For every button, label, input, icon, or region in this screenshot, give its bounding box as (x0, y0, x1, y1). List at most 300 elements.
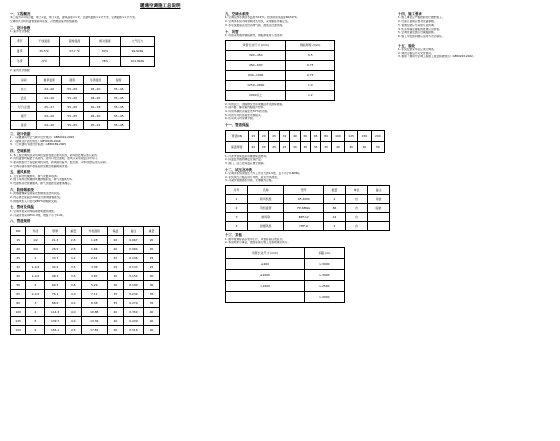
table-row (11, 289, 160, 298)
table-cell: 42.4 (45, 262, 65, 271)
table-cell: 0.067 (123, 235, 143, 244)
table-cell: 200 (371, 130, 384, 141)
table-cell: 管径DN (226, 130, 249, 141)
table-cell: 21.3 (45, 235, 65, 244)
table-cell: 相对湿度 (90, 36, 120, 46)
table-row (11, 235, 160, 244)
table-cell: ≤400 (226, 258, 305, 269)
table-cell: 0.152 (123, 271, 143, 280)
table-cell: 35 (107, 298, 123, 307)
table-cell: 4 (26, 307, 45, 316)
table-cell: 4.5 (65, 325, 81, 334)
section-heading: 二、设计参数 (10, 25, 31, 30)
table-cell: 24~26 (37, 93, 62, 102)
table-cell: 35 (107, 289, 123, 298)
table-cell: 餐厅 (11, 111, 37, 120)
body-text: 4. 空调冷凝水集中收集后排至就近地漏或雨水管。 (10, 164, 70, 168)
table-cell (367, 222, 389, 231)
body-text: 5. 风管与风机连接处设软接头。 (225, 113, 264, 117)
table-cell: 0.439 (123, 316, 143, 325)
table-cell: 25 (144, 253, 160, 262)
body-text: 3. 设备机房设机械通风，换气次数按设备要求确定。 (10, 182, 73, 186)
table-cell: 3.8 (65, 280, 81, 289)
table-cell: 65 (311, 130, 321, 141)
table-cell: 外表面积 (81, 226, 107, 235)
table-cell: 0.239 (123, 289, 143, 298)
table-cell: 3.5 (65, 262, 81, 271)
table-cell: 55~65 (62, 102, 84, 111)
table-cell: 50 (11, 280, 26, 289)
table-cell: 320~450 (226, 50, 286, 60)
table-cell: 2.41 (81, 253, 107, 262)
table-cell: 重量 (65, 226, 81, 235)
table-cell: 40 (345, 141, 358, 152)
table-cell: 76.1 (45, 289, 65, 298)
table-cell: 55~65 (62, 111, 84, 120)
table-cell: 4.0 (65, 316, 81, 325)
table-cell: 重量 (144, 226, 160, 235)
table-cell: 40 (331, 141, 344, 152)
body-text: 2. 地下车库设机械排风兼排烟系统，换气次数6次/h。 (10, 178, 75, 182)
column-left (10, 10, 160, 337)
table-cell: 35~45 (108, 84, 130, 93)
table-cell: 会议 (11, 93, 37, 102)
table-row (11, 93, 130, 102)
table-cell: 40 (107, 316, 123, 325)
table-cell: 27.7 ℃ (59, 46, 89, 56)
page-title: 暖通空调施工总说明 (140, 4, 181, 9)
table-cell: 3.2 (65, 253, 81, 262)
table-row (226, 141, 385, 152)
table-cell: 夏季 (11, 46, 29, 56)
table-cell: 78% (90, 56, 120, 66)
table-cell: XF-2000 (284, 195, 323, 204)
table-cell: ≤1000 (226, 269, 305, 280)
table-cell: 1.2 (286, 90, 335, 100)
support-spacing-table (225, 247, 345, 303)
table-cell: 3.5 (65, 271, 81, 280)
table-cell: DN (11, 226, 26, 235)
table-cell: 湿球温度 (59, 36, 89, 46)
table-cell: 35 (144, 298, 160, 307)
table-cell: 1.0 (286, 80, 335, 90)
table-row (11, 111, 130, 120)
table-cell: FP-68WA (284, 204, 323, 213)
body-text: 1. 风管采用镀锌钢板制作，钢板厚度按下表选用： (225, 33, 285, 37)
section-heading: 九、空调水系统 (225, 12, 249, 16)
body-text: 1. 施工单位应严格按照设计图纸施工。 (398, 16, 445, 20)
section-heading: 三、设计依据 (10, 131, 31, 136)
table-cell: L:2500 (304, 280, 344, 291)
table-cell: 台 (345, 195, 367, 204)
body-text: 2. 空调水系统为两管制闭式系统，采用膨胀水箱定压。 (225, 20, 291, 24)
table-row (226, 195, 390, 204)
table-row (226, 291, 345, 302)
table-cell: 20~22 (83, 120, 108, 129)
table-row (226, 213, 390, 222)
body-text: 2. 内走道长度超过20m处设机械排烟系统。 (10, 195, 63, 199)
table-cell: 20 (144, 244, 160, 253)
body-text: 2. 设备订货前应核对设备参数。 (398, 20, 437, 24)
table-cell: 55~65 (62, 120, 84, 129)
table-cell: 1-1/2 (26, 271, 45, 280)
equipment-table (225, 185, 390, 231)
table-cell: 7.11 (81, 289, 107, 298)
table-cell: 台 (345, 222, 367, 231)
table-cell: 0.189 (123, 280, 143, 289)
table-cell: 备注 (123, 226, 143, 235)
table-cell: 数量 (323, 186, 345, 195)
table-cell: 备注 (367, 186, 389, 195)
table-cell: 32 (279, 130, 289, 141)
section-heading: 八、管道规格 (10, 219, 31, 224)
section-heading: 十三、其他 (225, 233, 242, 238)
table-cell: 4 (226, 222, 248, 231)
table-cell: 20 (248, 141, 258, 152)
table-cell: 4.0 (65, 298, 81, 307)
body-text: 3. 阀门、法兰处保温应便于拆卸。 (225, 161, 267, 165)
table-cell: 0.359 (123, 307, 143, 316)
table-cell: 40 (144, 325, 160, 334)
table-cell: 3 (26, 298, 45, 307)
table-cell: 18~20 (83, 93, 108, 102)
table-cell: 型号 (284, 186, 323, 195)
table-row (11, 280, 160, 289)
table-cell: 名称 (248, 186, 284, 195)
body-text: 2. 风机盘管均暗装于吊顶内，回风口设过滤网，送风口采用双层百叶风口。 (10, 157, 100, 161)
table-cell: 24~26 (37, 111, 62, 120)
outdoor-params-table (10, 36, 155, 67)
table-cell: 150 (11, 325, 26, 334)
table-cell: 冬季 (11, 56, 29, 66)
table-cell: 35 (321, 141, 331, 152)
body-text: 2. 保温层外做防潮层及保护层。 (225, 158, 264, 162)
table-cell: 630~1000 (226, 70, 286, 80)
table-cell (226, 291, 305, 302)
table-cell: 50 (371, 141, 384, 152)
table-header-row (11, 75, 130, 84)
table-cell: 2 (26, 280, 45, 289)
body-text: 1. 《采暖通风与空气调节设计规范》GB50019-2003 (10, 136, 75, 140)
table-row (226, 280, 345, 291)
table-cell: 99.6kPa (120, 46, 154, 56)
table-row (226, 70, 335, 80)
table-cell: 0.75 (286, 60, 335, 70)
table-row (11, 120, 130, 129)
table-cell: 40 (358, 141, 371, 152)
table-cell: 25~27 (37, 102, 62, 111)
column-right (398, 10, 553, 59)
table-cell: 30 (107, 280, 123, 289)
table-row (11, 298, 160, 307)
table-cell: 干球温度 (29, 36, 59, 46)
duct-thickness-table (225, 40, 335, 101)
table-cell: 25 (269, 130, 279, 141)
table-cell: 大厅/走道 (11, 102, 37, 111)
table-cell: 台 (345, 204, 367, 213)
table-cell: 风机盘管 (248, 204, 284, 213)
table-cell: 125 (11, 316, 26, 325)
insulation-table (225, 130, 385, 153)
table-cell: >1000 (226, 280, 305, 291)
table-row (11, 84, 130, 93)
table-cell: 20 (11, 244, 26, 253)
table-cell: 4.0 (65, 307, 81, 316)
table-cell: 30 (290, 141, 300, 152)
table-cell: 10.88 (81, 307, 107, 316)
subheading: 2. 室内设计参数 (10, 68, 30, 72)
subheading: 1. 室外设计参数 (10, 30, 30, 34)
table-cell: 吊装 (367, 195, 389, 204)
body-text: 2. 本说明未尽事宜，按国家现行施工及验收规范执行。 (225, 241, 291, 245)
table-cell: 湿度 (108, 75, 130, 84)
table-cell: 保温厚度 (226, 141, 249, 152)
table-cell: 2 (323, 222, 345, 231)
table-cell: 450~630 (226, 60, 286, 70)
body-text: 3. 新风机组设于各层新风机房内，新风取自室外，经过滤、冷却/加热后送入房间。 (10, 160, 109, 164)
table-cell: 季节 (11, 36, 29, 46)
table-cell: 86 (323, 204, 345, 213)
table-cell: 25 (107, 262, 123, 271)
table-cell: L:3000 (304, 269, 344, 280)
table-cell: 114.3 (45, 307, 65, 316)
body-text: 1. 空调冷冻水供回水温度7/12℃，热水供回水温度60/50℃。 (225, 16, 300, 20)
table-cell: 48.3 (45, 271, 65, 280)
section-heading: 五、通风系统 (10, 170, 31, 175)
table-header-row (11, 36, 155, 46)
table-cell: 间距 (m) (304, 247, 344, 258)
table-cell: 165.1 (45, 325, 65, 334)
table-row (11, 316, 160, 325)
body-text: 3. 排烟风机入口处设280℃排烟防火阀。 (10, 199, 60, 203)
table-cell: 24~26 (37, 84, 62, 93)
body-text: 空调形式为风机盘管加新风系统，冷热源由室外机组提供。 (10, 20, 80, 24)
table-row (11, 102, 130, 111)
table-cell: 40 (144, 307, 160, 316)
table-cell: 18~20 (83, 111, 108, 120)
table-cell: 40 (144, 316, 160, 325)
table-cell: 35 (311, 141, 321, 152)
table-cell: 3/4 (26, 244, 45, 253)
table-cell: 125 (345, 130, 358, 141)
table-cell: 80 (11, 298, 26, 307)
table-cell: 3.36 (81, 262, 107, 271)
table-cell: 5 (26, 316, 45, 325)
table-cell: 30 (300, 141, 310, 152)
section-heading: 十、风管 (225, 29, 239, 34)
table-cell: 30 (144, 280, 160, 289)
section-heading: 一、工程概况 (10, 12, 31, 16)
table-header-row (226, 247, 345, 258)
section-heading: 七、管材及保温 (10, 205, 34, 210)
table-cell: 0.106 (123, 253, 143, 262)
table-cell: 20 (144, 235, 160, 244)
body-text: 3. 冷凝水管做通水试验，无渗漏为合格。 (225, 179, 275, 183)
section-heading: 六、防排烟系统 (10, 187, 34, 192)
body-text: 5. 空调设备安装应设减振措施。 (398, 31, 437, 35)
table-header-row (226, 186, 390, 195)
table-cell: 湿度 (62, 75, 84, 84)
body-text: 1. 卫生间设机械排风，换气次数10次/h。 (10, 174, 60, 178)
table-cell: 保温 (107, 226, 123, 235)
body-text: 3. 参照《通风与空调工程施工质量验收规范》GB50243-2002。 (398, 55, 476, 59)
table-cell: 壁厚 (45, 226, 65, 235)
table-cell: 17.81 (81, 325, 107, 334)
table-cell: HTF-6 (284, 222, 323, 231)
table-row (226, 258, 345, 269)
body-text: 3. 消声器、静压箱内贴吸声材料。 (225, 106, 267, 110)
table-cell: 40 (290, 130, 300, 141)
body-text: 4. 所有穿墙及楼板的管道应设套管。 (398, 27, 442, 31)
table-cell: 65 (11, 289, 26, 298)
section-heading: 十五、验收 (398, 43, 415, 48)
table-cell: 15 (248, 130, 258, 141)
table-cell: 客房 (11, 120, 37, 129)
body-text: 1. 防烟楼梯间及前室设机械加压送风系统。 (10, 192, 62, 196)
table-cell: 20 (259, 130, 269, 141)
section-heading: 十一、管道保温 (225, 123, 249, 128)
table-cell: 139.7 (45, 316, 65, 325)
table-cell: 0.518 (123, 325, 143, 334)
table-row (11, 46, 155, 56)
table-cell: 风管长边尺寸 (mm) (226, 40, 286, 50)
table-row (226, 80, 335, 90)
table-cell: 30 (107, 271, 123, 280)
table-row (226, 60, 335, 70)
table-cell: 4 (323, 195, 345, 204)
table-cell: 40 (107, 307, 123, 316)
table-cell: 2-1/2 (26, 289, 45, 298)
table-header-row (226, 40, 335, 50)
pipe-spec-table (10, 226, 160, 335)
table-cell: 新风机组 (248, 195, 284, 204)
table-cell: 25 (269, 141, 279, 152)
body-text: 1. 图中管道标高以管中心计，风管标高以管底计。 (225, 237, 285, 241)
table-cell: 1 (26, 253, 45, 262)
table-cell: 25 (279, 141, 289, 152)
table-cell: 排风扇 (248, 213, 284, 222)
table-cell: 3 (226, 213, 248, 222)
table-cell: 大气压力 (120, 36, 154, 46)
table-cell: 序号 (226, 186, 248, 195)
table-cell: 5.29 (81, 280, 107, 289)
table-cell: 3.87 (81, 271, 107, 280)
table-cell: 1.28 (81, 235, 107, 244)
table-cell (367, 213, 389, 222)
table-header-row (11, 226, 160, 235)
table-cell: 2.8 (65, 235, 81, 244)
table-cell: 25 (11, 253, 26, 262)
table-row (11, 244, 160, 253)
table-cell: BPT-12 (284, 213, 323, 222)
table-cell: 2.8 (65, 244, 81, 253)
table-cell: 2000以上 (226, 90, 286, 100)
table-row (11, 325, 160, 334)
body-text: 6. 所有风口均带调节阀。 (225, 117, 256, 121)
table-cell: 35~45 (108, 111, 130, 120)
table-cell: 2 (226, 204, 248, 213)
table-cell: 26.9 (45, 244, 65, 253)
table-cell: 1.66 (81, 244, 107, 253)
table-cell: 15 (11, 235, 26, 244)
table-cell: 风管长边尺寸 (mm) (226, 247, 305, 258)
table-row (226, 130, 385, 141)
table-cell: 20 (107, 235, 123, 244)
table-cell: 35~45 (108, 120, 130, 129)
table-cell: 8.38 (81, 298, 107, 307)
body-text: 3. 《公共建筑节能设计标准》GB50189-2005 (10, 143, 66, 147)
table-cell: 100 (11, 307, 26, 316)
table-cell: 暗装 (367, 204, 389, 213)
table-cell: 55~65 (62, 93, 84, 102)
body-text: 3. 水系统最高点设自动排气阀，最低点设泄水阀。 (225, 23, 285, 27)
body-text: 1. 系统安装完毕后应进行调试。 (398, 48, 437, 52)
table-cell: 16~18 (83, 102, 108, 111)
table-cell: 1 (226, 195, 248, 204)
table-row (11, 56, 155, 66)
body-text: 3. 管道安装应与其他专业协调。 (398, 23, 437, 27)
table-cell: 1250~2000 (226, 80, 286, 90)
table-row (226, 204, 390, 213)
table-row (226, 222, 390, 231)
table-cell: 50 (300, 130, 310, 141)
table-cell: 88.9 (45, 298, 65, 307)
table-cell (59, 56, 89, 66)
table-cell: L:3000 (304, 258, 344, 269)
table-cell: 夏季温度 (37, 75, 62, 84)
table-cell: 150 (358, 130, 371, 141)
table-cell: 32 (11, 262, 26, 271)
table-cell: 18~20 (83, 84, 108, 93)
body-text: 2. 《建筑设计防火规范》GB50016-2006 (10, 139, 61, 143)
table-cell: 33.7 (45, 253, 65, 262)
table-row (226, 269, 345, 280)
table-cell: 钢板厚度 (mm) (286, 40, 335, 50)
section-heading: 十四、施工要求 (398, 12, 422, 16)
table-cell: 55~65 (62, 84, 84, 93)
table-cell: 40 (107, 325, 123, 334)
table-cell: 台 (345, 213, 367, 222)
body-text: 2. 冷凝水管采用PVC-U管，坡度不小于0.01。 (10, 213, 66, 217)
table-row (11, 271, 160, 280)
table-cell: 25 (107, 253, 123, 262)
column-middle (225, 10, 405, 305)
body-text: 1. 冷冻水管保温采用橡塑保温材料。 (225, 154, 269, 158)
body-text: 2. 调试合格后方可交付使用。 (398, 51, 434, 55)
table-cell: 30 (144, 271, 160, 280)
table-cell: 1-1/4 (26, 262, 45, 271)
table-cell: 50% (90, 46, 120, 56)
section-heading: 四、空调系统 (10, 149, 31, 154)
table-cell: 0.279 (123, 298, 143, 307)
table-cell: 0.75 (286, 70, 335, 80)
table-cell: 35~45 (108, 93, 130, 102)
table-row (11, 262, 160, 271)
table-cell: 0.5 (286, 50, 335, 60)
table-cell: 35.5℃ (29, 46, 59, 56)
table-cell: 35~45 (108, 102, 130, 111)
table-row (226, 50, 335, 60)
table-cell: 1/2 (26, 235, 45, 244)
body-text: 2. 风管法兰、加固框及支吊架做法详见国标图集。 (225, 102, 285, 106)
table-row (226, 90, 335, 100)
body-text: 2. 系统试压合格后进行冲洗，直至出水清洁。 (225, 175, 280, 179)
table-cell: L:2000 (304, 291, 344, 302)
table-cell: 20 (259, 141, 269, 152)
table-cell: 单位 (345, 186, 367, 195)
body-text: 1. 空调水管采用焊接钢管或镀锌钢管。 (10, 209, 57, 213)
table-cell: 101.8kPa (120, 56, 154, 66)
